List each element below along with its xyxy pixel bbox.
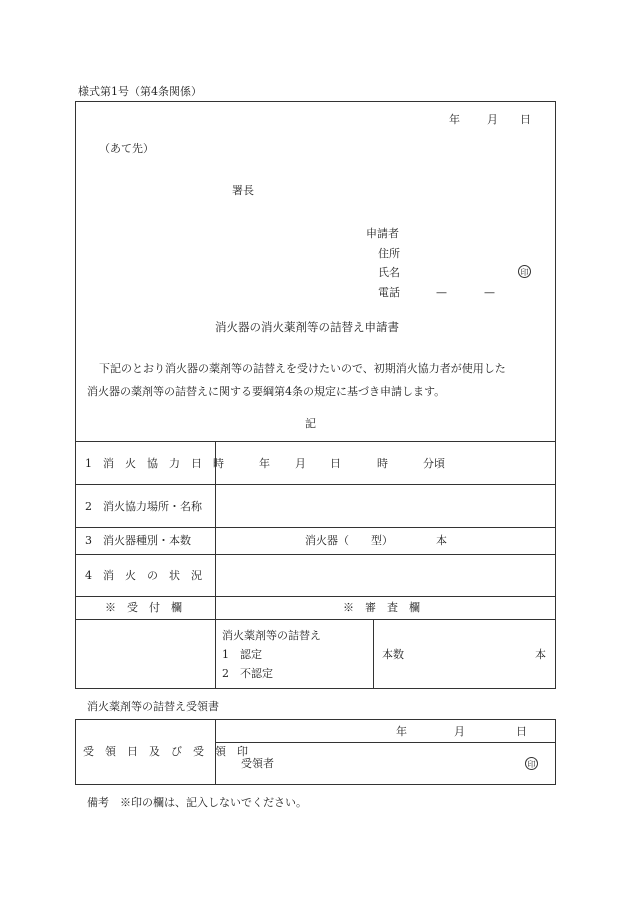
phone-dash-2: — — [484, 286, 495, 299]
applicant-heading: 申請者 — [366, 227, 399, 240]
receiver-label: 受領者 — [241, 757, 274, 770]
row-line-5 — [75, 619, 556, 620]
row2-label: 2 消火協力場所・名称 — [85, 500, 202, 513]
row-line-1 — [75, 484, 556, 485]
row1-hour: 時 — [377, 457, 388, 470]
row-line-4 — [75, 596, 556, 597]
receipt-seal-icon: 印 — [525, 757, 538, 770]
row1-day: 日 — [330, 457, 341, 470]
review-header: ※ 審 査 欄 — [343, 601, 420, 614]
row-line-2 — [75, 527, 556, 528]
row3-extinguisher-type: 消火器（ 型） — [305, 534, 393, 547]
applicant-address-label: 住所 — [378, 247, 400, 260]
row-line-3 — [75, 554, 556, 555]
receipt-label: 受 領 日 及 び 受 領 印 — [83, 745, 248, 758]
review-count-label: 本数 — [382, 648, 404, 661]
date-year-label: 年 — [449, 113, 460, 126]
review-column-divider — [373, 619, 374, 689]
date-day-label: 日 — [520, 113, 531, 126]
receipt-year: 年 — [396, 725, 407, 738]
ki-label: 記 — [305, 417, 316, 430]
receipt-month: 月 — [454, 725, 465, 738]
addressee: （あて先） — [99, 142, 154, 155]
review-refill-label: 消火薬剤等の詰替え — [222, 629, 321, 642]
review-count-unit: 本 — [535, 648, 546, 661]
row1-label: 1 消 火 協 力 日 時 — [85, 457, 224, 470]
row1-minute: 分頃 — [423, 457, 445, 470]
table-top-line — [75, 441, 556, 442]
label-column-divider — [215, 441, 216, 689]
fire-chief-label: 署長 — [232, 184, 254, 197]
seal-icon: 印 — [518, 265, 531, 278]
form-id: 様式第1号（第4条関係） — [78, 85, 202, 98]
phone-dash-1: — — [436, 286, 447, 299]
remarks-note: 備考 ※印の欄は、記入しないでください。 — [87, 796, 307, 809]
date-month-label: 月 — [487, 113, 498, 126]
form-title: 消火器の消火薬剤等の詰替え申請書 — [215, 320, 399, 334]
reception-header: ※ 受 付 欄 — [105, 601, 182, 614]
row4-label: 4 消 火 の 状 況 — [85, 569, 202, 582]
applicant-phone-label: 電話 — [378, 286, 400, 299]
receipt-day: 日 — [516, 725, 527, 738]
review-option-rejected: 2 不認定 — [222, 667, 273, 680]
row3-count-unit: 本 — [436, 534, 447, 547]
applicant-name-label: 氏名 — [378, 266, 400, 279]
row1-month: 月 — [295, 457, 306, 470]
body-line-2: 消火器の薬剤等の詰替えに関する要綱第4条の規定に基づき申請します。 — [87, 385, 446, 398]
body-line-1: 下記のとおり消火器の薬剤等の詰替えを受けたいので、初期消火協力者が使用した — [99, 362, 506, 375]
review-option-approved: 1 認定 — [222, 648, 262, 661]
row3-label: 3 消火器種別・本数 — [85, 534, 191, 547]
receipt-row-line — [215, 742, 556, 743]
row1-year: 年 — [259, 457, 270, 470]
receipt-title: 消火薬剤等の詰替え受領書 — [87, 700, 219, 713]
